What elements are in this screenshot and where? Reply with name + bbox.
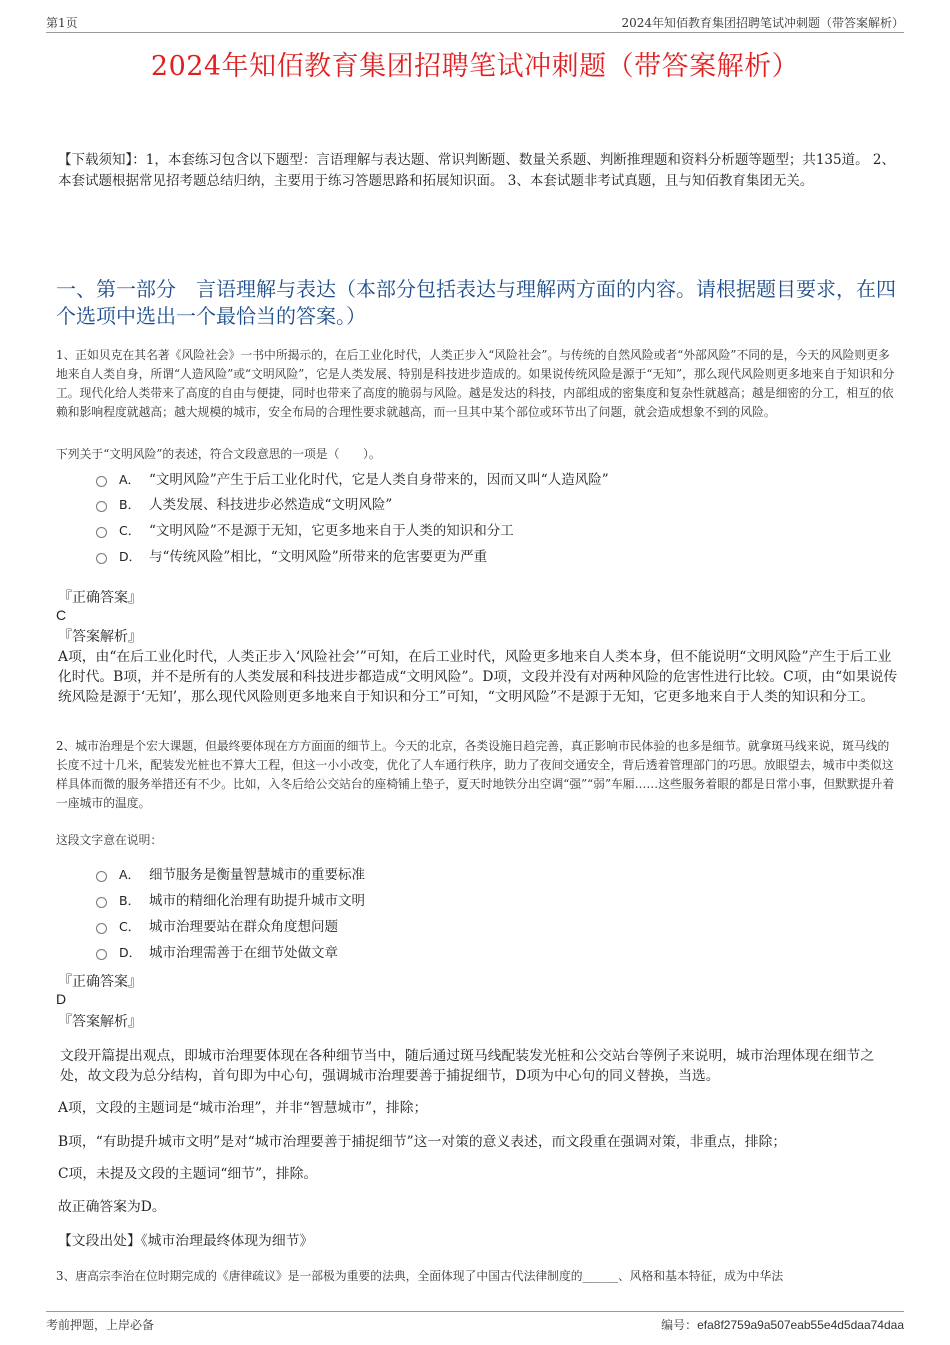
q2-answer-label: 『正确答案』 bbox=[58, 974, 142, 990]
option-text: 与“传统风险”相比，“文明风险”所带来的危害要更为严重 bbox=[149, 549, 488, 565]
header-doc-title: 2024年知佰教育集团招聘笔试冲刺题（带答案解析） bbox=[621, 16, 904, 30]
page-number: 第1页 bbox=[46, 16, 78, 30]
q2-final-answer: 故正确答案为D。 bbox=[58, 1199, 166, 1215]
option-letter: D． bbox=[119, 945, 142, 960]
q2-analysis-main: 文段开篇提出观点，即城市治理要体现在各种细节当中，随后通过斑马线配装发光桩和公交站台等例子来说明，城市治理体现在细节之处，故文段为总分结构，首句即为中心句，强调城市治理要善于捕捉细节，D项为中心句的同义替换，当选。 bbox=[60, 1048, 875, 1084]
option-text: 城市治理需善于在细节处做文章 bbox=[149, 945, 338, 961]
footer-code bbox=[661, 1316, 904, 1333]
q1-analysis: A项，由“在后工业化时代，人类正步入‘风险社会’”可知，在后工业时代，风险更多地来自人类本身，但不能说明“文明风险”产生于后工业化时代。B项，并不是所有的人类发展和科技进步都造成“文明风险”。D项，文段并没有对两种风险的危害性进行比较。C项，由“如果说传统风险是源于‘无知’，那么现代风险则更多地来自于知识和分工”可知，“文明风险”不是源于无知，它更多地来自于人类的知识和分工。 bbox=[58, 649, 898, 705]
option-letter: C． bbox=[119, 523, 141, 538]
radio-icon[interactable] bbox=[96, 871, 107, 882]
q2-stem: 2、城市治理是个宏大课题，但最终要体现在方方面面的细节上。今天的北京，各类设施日趋完善，真正影响市民体验的也多是细节。就拿斑马线来说，斑马线的长度不过十几米，配装发光桩也不算大工程，但这一小小改变，优化了人车通行秩序，助力了夜间交通安全，背后透着管理部门的巧思。放眼望去，城市中类似这样具体而微的服务举措还有不少。比如，入冬后给公交站台的座椅铺上垫子，夏天时地铁分出空调“强”“弱”车厢……这些服务着眼的都是日常小事，但默默提升着一座城市的温度。 bbox=[56, 739, 895, 810]
footer-slogan: 考前押题，上岸必备 bbox=[46, 1318, 155, 1332]
option-letter: B． bbox=[119, 497, 141, 512]
q1-prompt: 下列关于“文明风险”的表述，符合文段意思的一项是（ ）。 bbox=[56, 447, 381, 461]
q1-stem: 1、正如贝克在其名著《风险社会》一书中所揭示的，在后工业化时代，人类正步入“风险社会”。与传统的自然风险或者“外部风险”不同的是，今天的风险则更多地来自人类自身，所谓“人造风险”或“文明风险”，它是人类发展、特别是科技进步造成的。如果说传统风险是源于“无知”，那么现代风险则更多地来自于知识和分工。现代化给人类带来了高度的自由与便捷，同时也带来了高度的脆弱与风险。越是发达的科技，内部组成的密集度和复杂性就越高；越是细密的分工，相互的依赖和影响程度就越高；越大规模的城市，安全布局的合理性要求就越高，而一旦其中某个部位或环节出了问题，就会造成想象不到的风险。 bbox=[56, 348, 895, 419]
q2-option-a[interactable] bbox=[96, 865, 365, 885]
option-letter: D． bbox=[119, 549, 142, 564]
radio-icon[interactable] bbox=[96, 949, 107, 960]
q2-prompt: 这段文字意在说明： bbox=[56, 833, 163, 847]
q1-option-a[interactable] bbox=[96, 470, 609, 490]
q2-option-d[interactable] bbox=[96, 943, 338, 963]
radio-icon[interactable] bbox=[96, 476, 107, 487]
q1-option-c[interactable] bbox=[96, 521, 514, 541]
option-text: 人类发展、科技进步必然造成“文明风险” bbox=[149, 497, 393, 513]
q2-source: 【文段出处】《城市治理最终体现为细节》 bbox=[58, 1233, 314, 1249]
option-letter: B． bbox=[119, 893, 141, 908]
radio-icon[interactable] bbox=[96, 527, 107, 538]
radio-icon[interactable] bbox=[96, 897, 107, 908]
option-text: 细节服务是衡量智慧城市的重要标准 bbox=[149, 867, 365, 883]
q2-analysis-b: B项，“有助提升城市文明”是对“城市治理要善于捕捉细节”这一对策的意义表述，而文段重在强调对策，非重点，排除； bbox=[58, 1134, 787, 1150]
radio-icon[interactable] bbox=[96, 923, 107, 934]
q2-option-c[interactable] bbox=[96, 917, 338, 937]
q1-analysis-label: 『答案解析』 bbox=[58, 629, 142, 645]
option-text: “文明风险”不是源于无知，它更多地来自于人类的知识和分工 bbox=[149, 523, 514, 539]
q1-answer-label: 『正确答案』 bbox=[58, 590, 142, 606]
option-text: “文明风险”产生于后工业化时代，它是人类自身带来的，因而又叫“人造风险” bbox=[149, 472, 609, 488]
option-text: 城市的精细化治理有助提升城市文明 bbox=[149, 893, 365, 909]
option-letter: A． bbox=[119, 472, 141, 487]
header-divider bbox=[46, 32, 904, 33]
q2-analysis-label: 『答案解析』 bbox=[58, 1014, 142, 1030]
q2-option-b[interactable] bbox=[96, 891, 365, 911]
radio-icon[interactable] bbox=[96, 501, 107, 512]
option-letter: A． bbox=[119, 867, 141, 882]
footer-code-label: 编号： bbox=[661, 1318, 698, 1332]
q3-stem: 3、唐高宗李治在位时期完成的《唐律疏议》是一部极为重要的法典，全面体现了中国古代法律制度的______、风格和基本特征，成为中华法 bbox=[56, 1269, 784, 1283]
q1-option-d[interactable] bbox=[96, 547, 487, 567]
option-text: 城市治理要站在群众角度想问题 bbox=[149, 919, 338, 935]
section-heading: 一、第一部分 言语理解与表达（本部分包括表达与理解两方面的内容。请根据题目要求，在四个选项中选出一个最恰当的答案。） bbox=[56, 277, 896, 328]
q1-option-b[interactable] bbox=[96, 495, 392, 515]
footer-divider bbox=[46, 1311, 904, 1312]
option-letter: C． bbox=[119, 919, 141, 934]
q2-analysis-c: C项，未提及文段的主题词“细节”，排除。 bbox=[58, 1166, 318, 1182]
page-title: 2024年知佰教育集团招聘笔试冲刺题（带答案解析） bbox=[150, 51, 800, 82]
q1-answer: C bbox=[56, 607, 67, 623]
q2-answer: D bbox=[56, 991, 67, 1007]
footer-code-value: efa8f2759a9a507eab55e4d5daa74daa bbox=[697, 1318, 904, 1332]
q2-analysis-a: A项，文段的主题词是“城市治理”，并非“智慧城市”，排除； bbox=[58, 1100, 428, 1116]
radio-icon[interactable] bbox=[96, 553, 107, 564]
download-notice: 【下载须知】：1，本套练习包含以下题型：言语理解与表达题、常识判断题、数量关系题、判断推理题和资料分析题等题型；共135道。 2、本套试题根据常见招考题总结归纳，主要用于练习答题思路和拓展知识面。 3、本套试题非考试真题，且与知佰教育集团无关。 bbox=[58, 152, 895, 189]
